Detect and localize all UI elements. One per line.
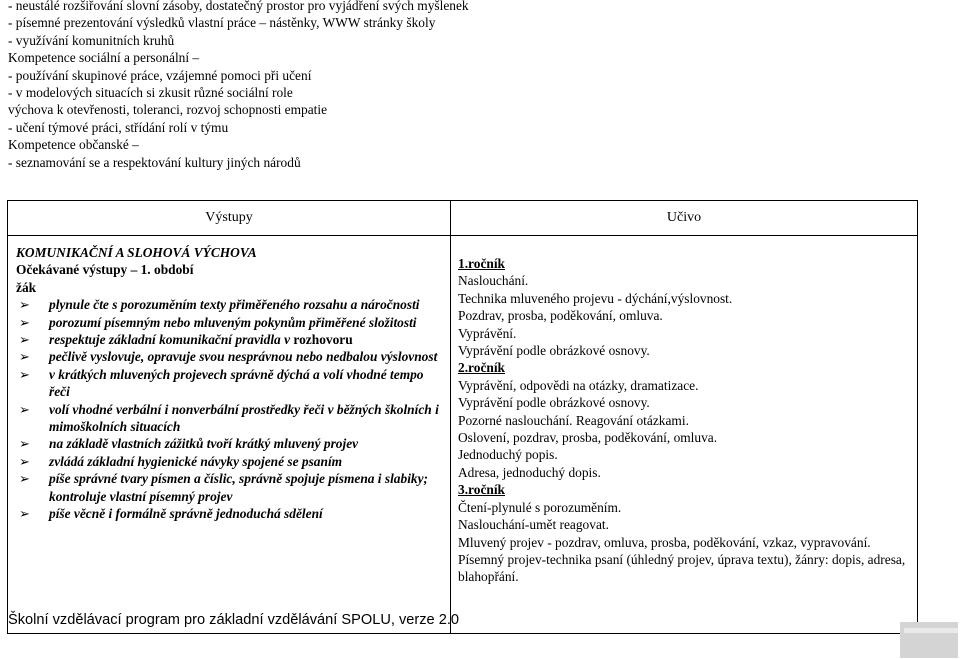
outcome-text: volí vhodné verbální i nonverbální prostředky řeči v běžných školních i mimoškolních situacích	[49, 401, 439, 435]
intro-line: - používání skupinové práce, vzájemné pomoci při učení	[8, 67, 312, 83]
outcome-item	[16, 296, 444, 313]
outcome-text: na základě vlastních zážitků tvoří krátký mluvený projev	[49, 436, 359, 452]
intro-line: - neustálé rozšiřování slovní zásoby, dostatečný prostor pro vyjádření svých myšlenek	[8, 0, 469, 13]
intro-line: - využívání komunitních kruhů	[8, 32, 175, 48]
outcome-item	[16, 314, 444, 331]
outcome-text-plain: rozhovoru	[293, 332, 353, 348]
outcome-item	[16, 470, 444, 505]
year-heading: 3.ročník	[458, 482, 505, 498]
outcomes-list	[16, 296, 444, 522]
outcome-item	[16, 366, 444, 401]
arrow-bullet-icon: ➢	[19, 506, 30, 522]
year-heading: 2.ročník	[458, 360, 505, 376]
outcome-text: pečlivě vyslovuje, opravuje svou nesprávnou nebo nedbalou výslovnost	[49, 349, 438, 365]
outcome-item	[16, 401, 444, 436]
content-line: Mluvený projev - pozdrav, omluva, prosba, poděkování, vzkaz, vypravování.	[458, 534, 871, 550]
outcome-text: respektuje základní komunikační pravidla v	[49, 332, 294, 348]
content-line: Oslovení, pozdrav, prosba, poděkování, omluva.	[458, 430, 718, 446]
arrow-bullet-icon: ➢	[19, 314, 30, 330]
section-title: KOMUNIKAČNÍ A SLOHOVÁ VÝCHOVA	[16, 245, 257, 260]
outcome-item	[16, 435, 444, 452]
content-line: Adresa, jednoduchý dopis.	[458, 464, 601, 480]
content-line: Pozorné naslouchání. Reagování otázkami.	[458, 412, 689, 428]
outcome-item	[16, 453, 444, 470]
page-corner-stripe	[904, 628, 958, 633]
intro-line: - seznamování se a respektování kultury jiných národů	[8, 154, 301, 170]
page-corner-decoration	[900, 622, 958, 658]
expected-outcomes-label: Očekávané výstupy – 1. období	[16, 262, 194, 278]
curriculum-table	[7, 200, 918, 634]
content-line: Písemný projev-technika psaní (úhledný projev, úprava textu), žánry: dopis, adresa, blahopřání.	[458, 551, 906, 585]
outcome-item	[16, 331, 444, 348]
arrow-bullet-icon: ➢	[19, 436, 30, 452]
content-line: Jednoduchý popis.	[458, 447, 558, 463]
intro-line: Kompetence občanské –	[8, 137, 139, 153]
content-line: Čtení-plynulé s porozuměním.	[458, 499, 622, 515]
outcome-item	[16, 505, 444, 522]
intro-line: - v modelových situacích si zkusit různé sociální role	[8, 85, 293, 101]
content-line: Vyprávění.	[458, 325, 517, 341]
content-line: Vyprávění podle obrázkové osnovy.	[458, 395, 650, 411]
arrow-bullet-icon: ➢	[19, 401, 30, 417]
intro-competencies	[8, 0, 469, 171]
outcome-item	[16, 348, 444, 365]
intro-line: - písemné prezentování výsledků vlastní práce – nástěnky, WWW stránky školy	[8, 15, 436, 31]
arrow-bullet-icon: ➢	[19, 453, 30, 469]
header-content: Učivo	[451, 201, 918, 236]
content-line: Naslouchání.	[458, 273, 529, 289]
content-list	[458, 255, 911, 586]
pupil-label: žák	[16, 279, 37, 295]
intro-line: - učení týmové práci, střídání rolí v týmu	[8, 119, 229, 135]
content-line: Vyprávění podle obrázkové osnovy.	[458, 343, 650, 359]
outcomes-cell	[8, 236, 451, 634]
outcome-text: v krátkých mluvených projevech správně dýchá a volí vhodné tempo řeči	[49, 366, 424, 400]
arrow-bullet-icon: ➢	[19, 366, 30, 382]
outcome-text: píše věcně i formálně správně jednoduchá sdělení	[49, 506, 323, 522]
arrow-bullet-icon: ➢	[19, 471, 30, 487]
intro-line: výchova k otevřenosti, toleranci, rozvoj schopnosti empatie	[8, 102, 328, 118]
year-heading: 1.ročník	[458, 256, 505, 271]
arrow-bullet-icon: ➢	[19, 349, 30, 365]
arrow-bullet-icon: ➢	[19, 332, 30, 348]
content-line: Technika mluveného projevu - dýchání,výslovnost.	[458, 290, 733, 306]
header-outcomes: Výstupy	[8, 201, 451, 236]
intro-line: Kompetence sociální a personální –	[8, 50, 200, 66]
footer-text: Školní vzdělávací program pro základní vzdělávání SPOLU, verze 2.0	[8, 612, 460, 628]
content-cell	[451, 236, 918, 634]
outcome-text: plynule čte s porozuměním texty přiměřeného rozsahu a náročnosti	[49, 297, 420, 313]
content-line: Vyprávění, odpovědi na otázky, dramatizace.	[458, 377, 699, 393]
arrow-bullet-icon: ➢	[19, 297, 30, 313]
outcome-text: píše správné tvary písmen a číslic, správně spojuje písmena i slabiky; kontroluje vlastní písemný projev	[49, 471, 429, 504]
outcome-text: porozumí písemným nebo mluveným pokynům přiměřené složitosti	[49, 314, 417, 330]
content-line: Pozdrav, prosba, poděkování, omluva.	[458, 308, 663, 324]
outcome-text: zvládá základní hygienické návyky spojené se psaním	[49, 453, 343, 469]
content-line: Naslouchání-umět reagovat.	[458, 517, 609, 533]
